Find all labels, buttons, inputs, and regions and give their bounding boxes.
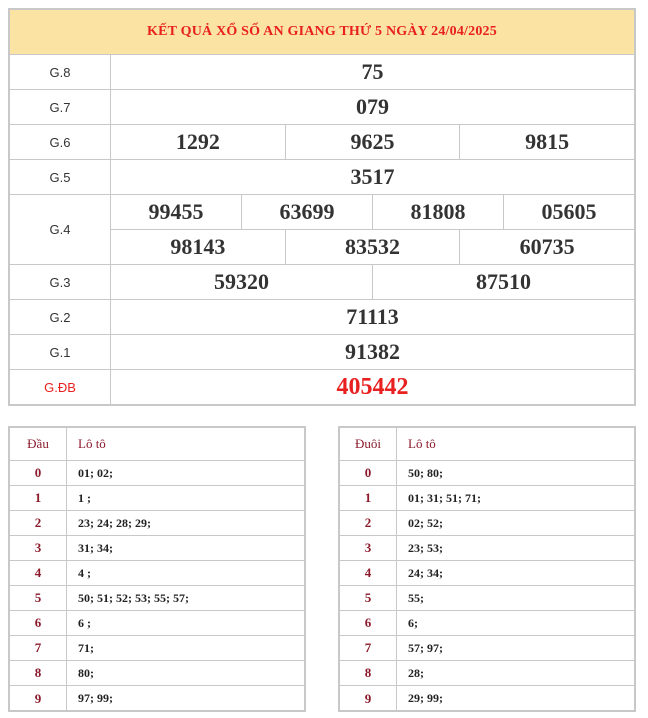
prize-number: 9815 [459, 125, 634, 159]
table-row [340, 686, 634, 711]
table-row [340, 461, 634, 486]
table-row [340, 661, 634, 686]
row-values: 50; 51; 52; 53; 55; 57; [78, 590, 189, 605]
prize-row-g4 [10, 195, 634, 265]
row-key: 5 [340, 586, 397, 610]
prize-number: 1292 [175, 129, 220, 154]
row-values: 71; [78, 640, 94, 655]
row-key: 9 [10, 686, 67, 711]
prize-number: 60735 [459, 230, 634, 264]
row-key: 2 [340, 511, 397, 535]
column-header-loto: Lô tô [408, 436, 436, 451]
row-values: 80; [78, 665, 94, 680]
special-prize-number: 405442 [336, 374, 409, 400]
row-key: 9 [340, 686, 397, 711]
loto-head-header [10, 428, 304, 461]
table-row [10, 636, 304, 661]
table-row [10, 586, 304, 611]
prize-number: 63699 [241, 195, 372, 229]
prize-number: 91382 [345, 339, 400, 364]
row-values: 4 ; [78, 565, 91, 580]
row-values: 24; 34; [408, 565, 443, 580]
prize-number: 9625 [285, 125, 460, 159]
prize-label: G.8 [10, 55, 111, 89]
table-row [10, 486, 304, 511]
prize-number: 98143 [170, 234, 226, 259]
table-row [340, 486, 634, 511]
prize-label: G.4 [10, 195, 111, 264]
loto-tail-header [340, 428, 634, 461]
prize-number: 079 [356, 94, 389, 119]
row-values: 29; 99; [408, 691, 443, 705]
row-values: 01; 31; 51; 71; [408, 490, 481, 505]
row-key: 3 [10, 536, 67, 560]
row-key: 4 [10, 561, 67, 585]
prize-label: G.6 [10, 125, 111, 159]
prize-row-g5 [10, 160, 634, 195]
row-key: 3 [340, 536, 397, 560]
table-row [10, 686, 304, 711]
row-values: 02; 52; [408, 515, 443, 530]
row-key: 8 [10, 661, 67, 685]
prize-label-special: G.ĐB [10, 370, 111, 405]
row-key: 6 [10, 611, 67, 635]
table-row [10, 511, 304, 536]
table-row [10, 536, 304, 561]
prize-number: 59320 [214, 269, 269, 294]
prize-number: 83532 [285, 230, 460, 264]
row-key: 1 [340, 486, 397, 510]
table-row [340, 511, 634, 536]
prize-row-g3 [10, 265, 634, 300]
column-header-dau: Đầu [10, 428, 67, 460]
prize-row-g2 [10, 300, 634, 335]
prize-row-g6 [10, 125, 634, 160]
row-values: 97; 99; [78, 691, 113, 705]
results-table [8, 8, 636, 406]
prize-row-special [10, 370, 634, 405]
row-key: 2 [10, 511, 67, 535]
prize-number: 75 [361, 59, 384, 84]
prize-label: G.3 [10, 265, 111, 299]
row-key: 5 [10, 586, 67, 610]
table-row [10, 561, 304, 586]
prize-number: 05605 [503, 195, 634, 229]
row-values: 57; 97; [408, 640, 443, 655]
row-key: 0 [10, 461, 67, 485]
row-values: 1 ; [78, 490, 91, 505]
prize-number: 81808 [372, 195, 503, 229]
table-row [340, 536, 634, 561]
loto-tail-table [338, 426, 636, 712]
table-row [10, 661, 304, 686]
prize-number: 71113 [346, 304, 399, 329]
row-values: 31; 34; [78, 540, 113, 555]
column-header-duoi: Đuôi [340, 428, 397, 460]
row-key: 8 [340, 661, 397, 685]
prize-number: 87510 [372, 265, 634, 299]
table-row [340, 561, 634, 586]
column-header-loto: Lô tô [78, 436, 106, 451]
prize-label: G.5 [10, 160, 111, 194]
prize-row-g8 [10, 55, 634, 90]
row-values: 6 ; [78, 615, 91, 630]
results-title: KẾT QUẢ XỔ SỐ AN GIANG THỨ 5 NGÀY 24/04/2025 [10, 10, 634, 55]
row-values: 23; 24; 28; 29; [78, 515, 151, 530]
row-key: 7 [340, 636, 397, 660]
prize-number: 99455 [148, 199, 204, 224]
prize-number: 3517 [350, 164, 395, 189]
row-key: 7 [10, 636, 67, 660]
prize-label: G.1 [10, 335, 111, 369]
table-row [340, 636, 634, 661]
prize-label: G.2 [10, 300, 111, 334]
row-values: 50; 80; [408, 465, 443, 480]
prize-row-g1 [10, 335, 634, 370]
prize-label: G.7 [10, 90, 111, 124]
table-row [340, 586, 634, 611]
table-row [10, 611, 304, 636]
table-row [10, 461, 304, 486]
row-values: 55; [408, 590, 424, 605]
row-key: 6 [340, 611, 397, 635]
row-values: 6; [408, 615, 418, 630]
row-key: 4 [340, 561, 397, 585]
table-row [340, 611, 634, 636]
row-values: 23; 53; [408, 540, 443, 555]
row-values: 28; [408, 665, 424, 680]
row-key: 0 [340, 461, 397, 485]
loto-head-table [8, 426, 306, 712]
row-values: 01; 02; [78, 465, 113, 480]
row-key: 1 [10, 486, 67, 510]
prize-row-g7 [10, 90, 634, 125]
